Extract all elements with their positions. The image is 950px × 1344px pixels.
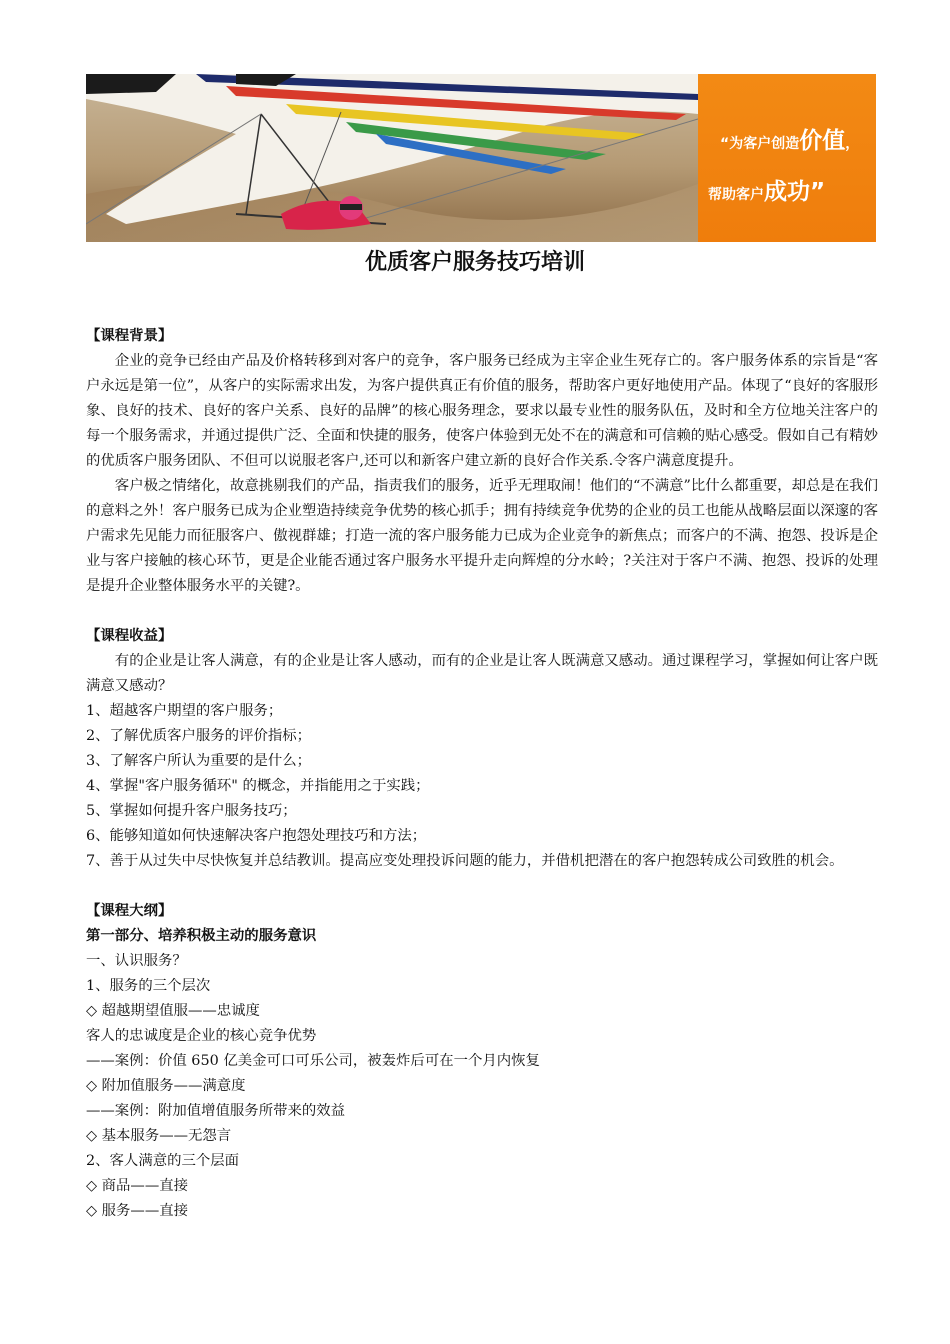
spacer bbox=[86, 599, 878, 624]
outline-line: ◇ 附加值服务——满意度 bbox=[86, 1078, 246, 1094]
outline-line: 1、服务的三个层次 bbox=[86, 978, 211, 994]
section-heading-benefits: 【课程收益】 bbox=[86, 628, 173, 644]
benefit-item: 4、掌握"客户服务循环" 的概念，并指能用之于实践； bbox=[86, 778, 430, 794]
slogan-line-1 bbox=[720, 122, 859, 155]
outline-line: 一、认识服务？ bbox=[86, 953, 187, 969]
outline-line: ◇ 商品——直接 bbox=[86, 1178, 188, 1194]
hang-glider-photo bbox=[86, 74, 698, 242]
benefit-item: 2、了解优质客户服务的评价指标； bbox=[86, 728, 312, 744]
header-banner bbox=[86, 74, 876, 242]
benefit-item: 1、超越客户期望的客户服务； bbox=[86, 703, 283, 719]
benefits-intro: 有的企业是让客人满意，有的企业是让客人感动，而有的企业是让客人既满意又感动。通过课程学习，掌握如何让客户既满意又感动？ bbox=[86, 653, 878, 694]
slogan-panel bbox=[698, 74, 876, 242]
spacer bbox=[86, 874, 878, 899]
outline-line: ◇ 超越期望值服——忠诚度 bbox=[86, 1003, 260, 1019]
document-body bbox=[86, 324, 878, 1224]
benefit-item: 6、能够知道如何快速解决客户抱怨处理技巧和方法； bbox=[86, 828, 427, 844]
section-heading-background: 【课程背景】 bbox=[86, 328, 173, 344]
outline-line: 2、客人满意的三个层面 bbox=[86, 1153, 240, 1169]
slogan-text: “为客户创造 bbox=[720, 136, 800, 152]
outline-part-title: 第一部分、培养积极主动的服务意识 bbox=[86, 928, 317, 944]
benefit-item: 3、了解客户所认为重要的是什么； bbox=[86, 753, 312, 769]
outline-line: ◇ 服务——直接 bbox=[86, 1203, 188, 1219]
document-title: 优质客户服务技巧培训 bbox=[364, 250, 585, 275]
benefit-item: 7、善于从过失中尽快恢复并总结教训。提高应变处理投诉问题的能力，并借机把潜在的客户抱怨转成公司致胜的机会。 bbox=[86, 853, 844, 869]
slogan-emphasis: 价值 bbox=[799, 128, 846, 154]
slogan-text: 帮助客户 bbox=[708, 187, 764, 203]
outline-line: ——案例：附加值增值服务所带来的效益 bbox=[86, 1103, 346, 1119]
section-heading-outline: 【课程大纲】 bbox=[86, 903, 173, 919]
outline-line: ——案例：价值 650 亿美金可口可乐公司，被轰炸后可在一个月内恢复 bbox=[86, 1053, 540, 1069]
slogan-emphasis: 成功” bbox=[764, 179, 826, 205]
outline-line: ◇ 基本服务——无怨言 bbox=[86, 1128, 232, 1144]
background-paragraph-1: 企业的竞争已经由产品及价格转移到对客户的竞争，客户服务已经成为主宰企业生死存亡的。客户服务体系的宗旨是“客户永远是第一位”，从客户的实际需求出发，为客户提供真正有价值的服务，帮助客户更好地使用产品。体现了“良好的客服形象、良好的技术、良好的客户关系、良好的品牌”的核心服务理念，要求以最专业性的服务队伍，及时和全方位地关注客户的每一个服务需求，并通过提供广泛、全面和快捷的服务，使客户体验到无处不在的满意和可信赖的贴心感受。假如自己有精妙的优质客户服务团队、不但可以说服老客户,还可以和新客户建立新的良好合作关系.令客户满意度提升。 bbox=[86, 353, 878, 469]
benefit-item: 5、掌握如何提升客户服务技巧； bbox=[86, 803, 297, 819]
slogan-text: ， bbox=[845, 136, 860, 152]
slogan-line-2 bbox=[708, 173, 825, 206]
background-paragraph-2: 客户极之情绪化，故意挑剔我们的产品，指责我们的服务，近乎无理取闹！他们的“不满意”比什么都重要，却总是在我们的意料之外！客户服务已成为企业塑造持续竞争优势的核心抓手；拥有持续竞争优势的企业的员工也能从战略层面以深邃的客户需求先见能力而征服客户、傲视群雄；打造一流的客户服务能力已成为企业竞争的新焦点；而客户的不满、抱怨、投诉是企业与客户接触的核心环节，更是企业能否通过客户服务水平提升走向辉煌的分水岭；?关注对于客户不满、抱怨、投诉的处理是提升企业整体服务水平的关键?。 bbox=[86, 478, 878, 594]
outline-line: 客人的忠诚度是企业的核心竞争优势 bbox=[86, 1028, 317, 1044]
